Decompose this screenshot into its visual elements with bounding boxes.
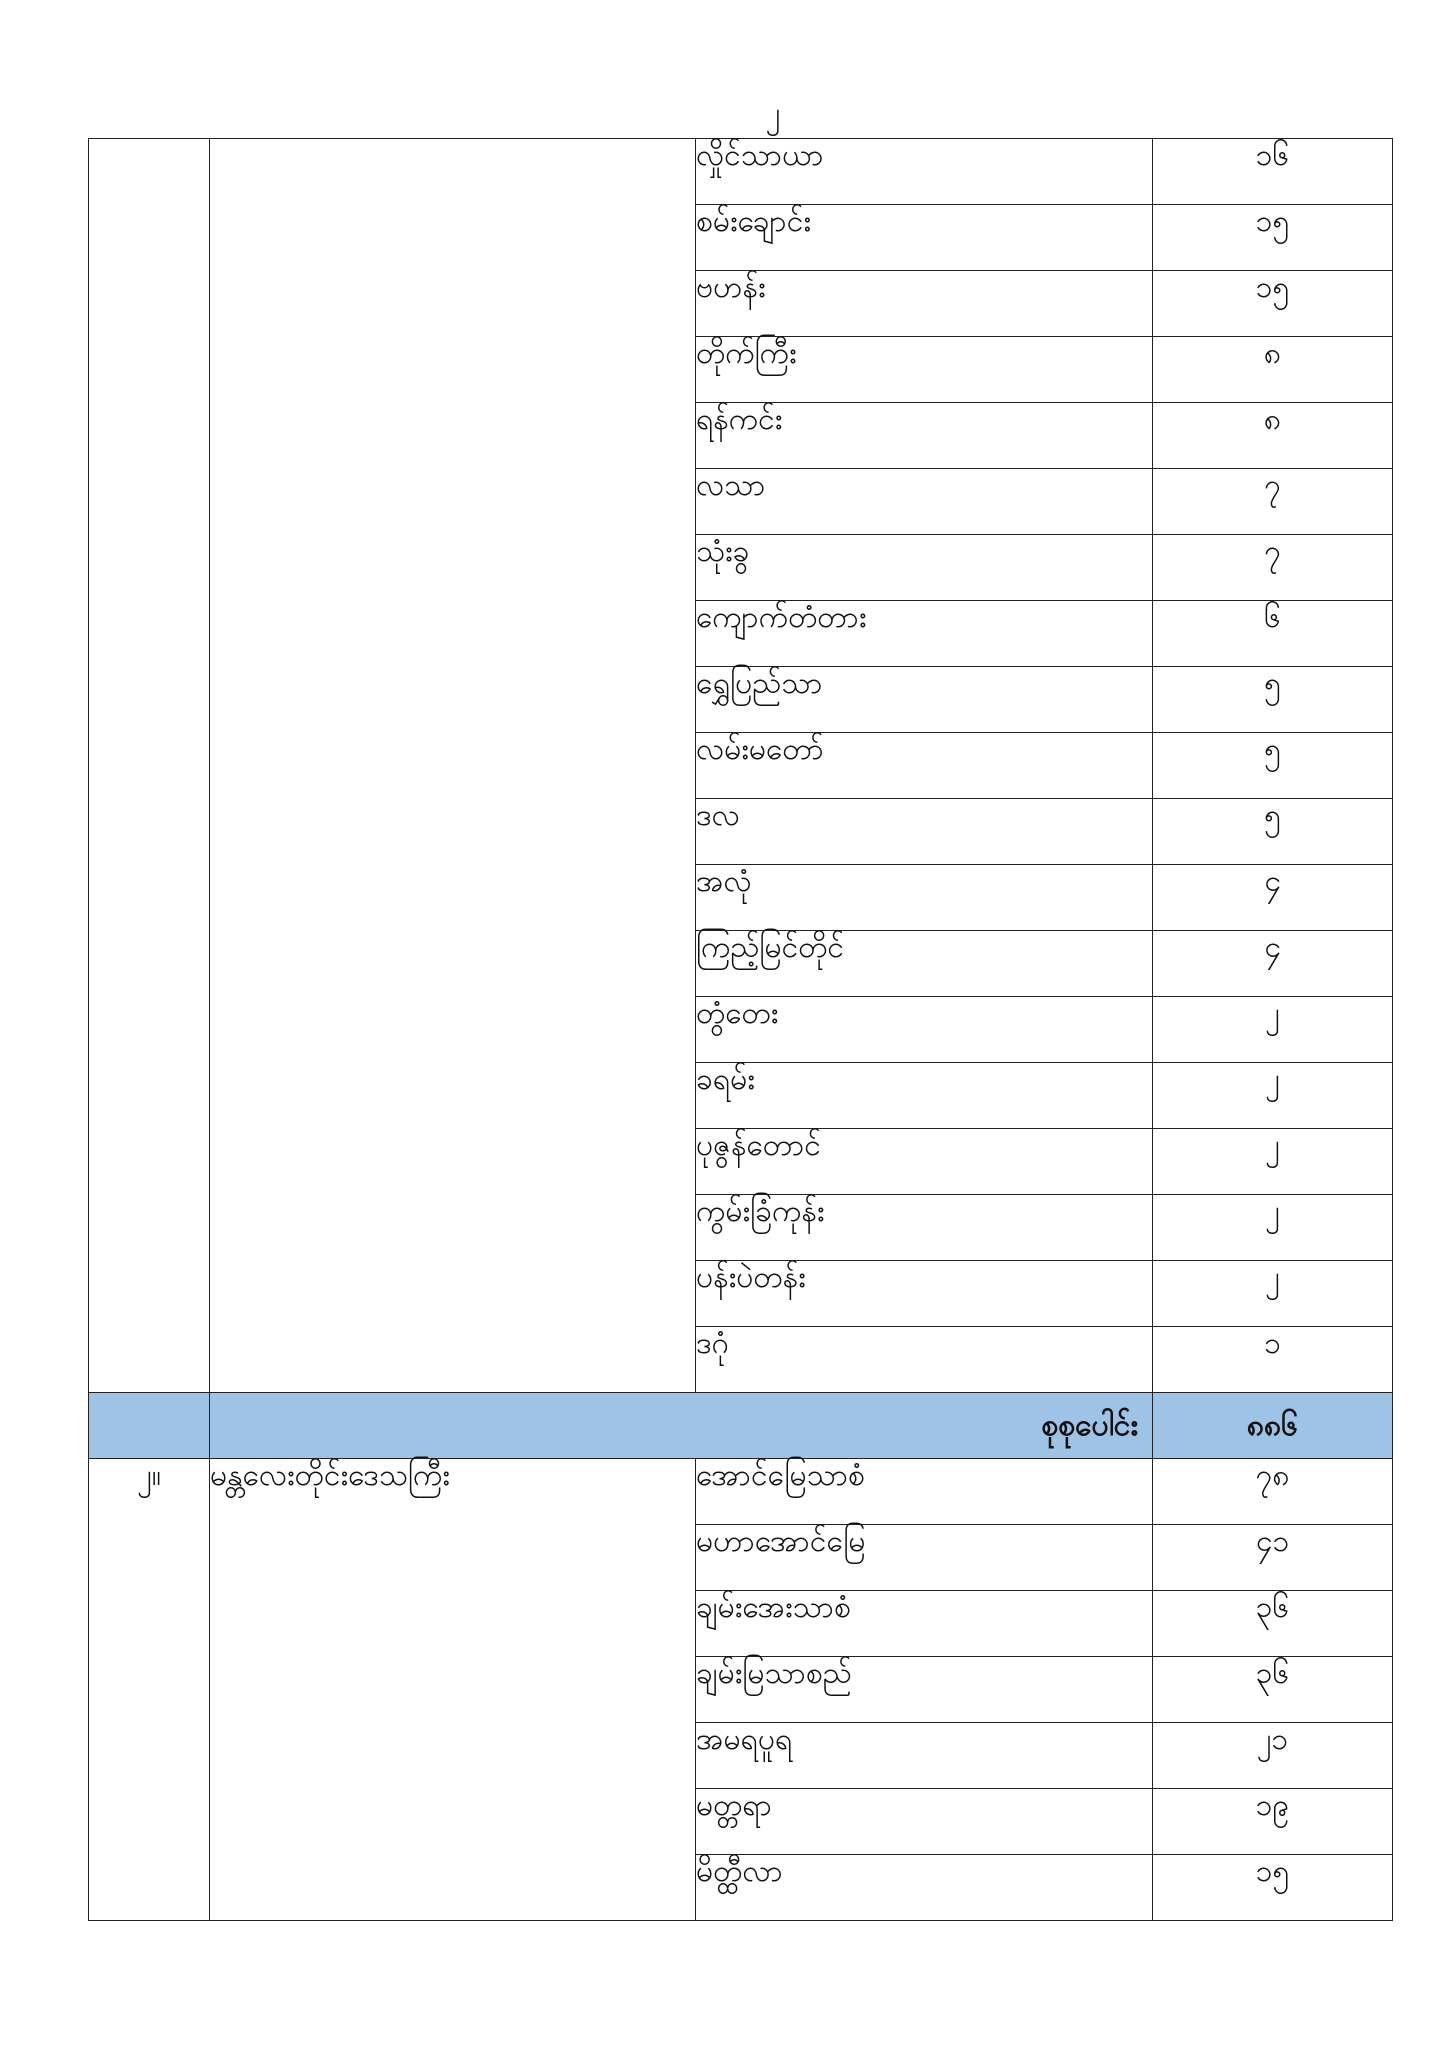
section-2-region: မန္တလေးတိုင်းဒေသကြီး (210, 1459, 696, 1921)
township-count: ၄၁ (1153, 1525, 1393, 1591)
township-count: ၃၆ (1153, 1591, 1393, 1657)
township-name: ကျောက်တံတား (696, 601, 1153, 667)
township-count: ၂ (1153, 1195, 1393, 1261)
township-name: သုံးခွ (696, 535, 1153, 601)
township-name: တိုက်ကြီး (696, 337, 1153, 403)
township-name: တွံတေး (696, 997, 1153, 1063)
township-name: လသာ (696, 469, 1153, 535)
section-2-number: ၂။ (89, 1459, 210, 1921)
total-row-number-cell (89, 1393, 210, 1459)
township-name: မဟာအောင်မြေ (696, 1525, 1153, 1591)
township-count: ၄ (1153, 931, 1393, 997)
township-count: ၈ (1153, 337, 1393, 403)
township-name: ရွှေပြည်သာ (696, 667, 1153, 733)
township-name: ရန်ကင်း (696, 403, 1153, 469)
township-count: ၂ (1153, 997, 1393, 1063)
township-count: ၁၅ (1153, 1855, 1393, 1921)
township-name: ခရမ်း (696, 1063, 1153, 1129)
township-name: ချမ်းမြသာစည် (696, 1657, 1153, 1723)
township-name: ဒဂုံ (696, 1327, 1153, 1393)
township-name: ဒလ (696, 799, 1153, 865)
township-name: ချမ်းအေးသာစံ (696, 1591, 1153, 1657)
township-count: ၅ (1153, 799, 1393, 865)
township-count: ၆ (1153, 601, 1393, 667)
township-count: ၁၅ (1153, 271, 1393, 337)
total-row (89, 1393, 1393, 1459)
township-count: ၅ (1153, 733, 1393, 799)
township-name: စမ်းချောင်း (696, 205, 1153, 271)
township-name: လှိုင်သာယာ (696, 139, 1153, 205)
total-label: စုစုပေါင်း (210, 1393, 1153, 1459)
township-name: မတ္တရာ (696, 1789, 1153, 1855)
township-name: အောင်မြေသာစံ (696, 1459, 1153, 1525)
township-count: ၂ (1153, 1261, 1393, 1327)
township-name: အမရပူရ (696, 1723, 1153, 1789)
section-1-region-cell (210, 139, 696, 1393)
township-count: ၁၉ (1153, 1789, 1393, 1855)
township-count: ၁ (1153, 1327, 1393, 1393)
township-name: ကြည့်မြင်တိုင် (696, 931, 1153, 997)
township-count: ၃၆ (1153, 1657, 1393, 1723)
township-count: ၇ (1153, 469, 1393, 535)
township-count: ၅ (1153, 667, 1393, 733)
township-name: ကွမ်းခြံကုန်း (696, 1195, 1153, 1261)
table-row (89, 1459, 1393, 1525)
table-row (89, 139, 1393, 205)
township-table (88, 138, 1393, 1921)
township-name: ပုဇွန်တောင် (696, 1129, 1153, 1195)
township-name: မိတ္ထီလာ (696, 1855, 1153, 1921)
township-name: အလုံ (696, 865, 1153, 931)
township-count: ၂ (1153, 1129, 1393, 1195)
township-count: ၇၈ (1153, 1459, 1393, 1525)
section-1-number-cell (89, 139, 210, 1393)
township-name: လမ်းမတော် (696, 733, 1153, 799)
township-count: ၁၅ (1153, 205, 1393, 271)
total-value: ၈၈၆ (1153, 1393, 1393, 1459)
township-count: ၂၁ (1153, 1723, 1393, 1789)
page-number: ၂ (765, 96, 781, 131)
township-count: ၄ (1153, 865, 1393, 931)
township-count: ၁၆ (1153, 139, 1393, 205)
township-count: ၂ (1153, 1063, 1393, 1129)
township-count: ၈ (1153, 403, 1393, 469)
township-count: ၇ (1153, 535, 1393, 601)
township-name: ပန်းပဲတန်း (696, 1261, 1153, 1327)
township-name: ဗဟန်း (696, 271, 1153, 337)
